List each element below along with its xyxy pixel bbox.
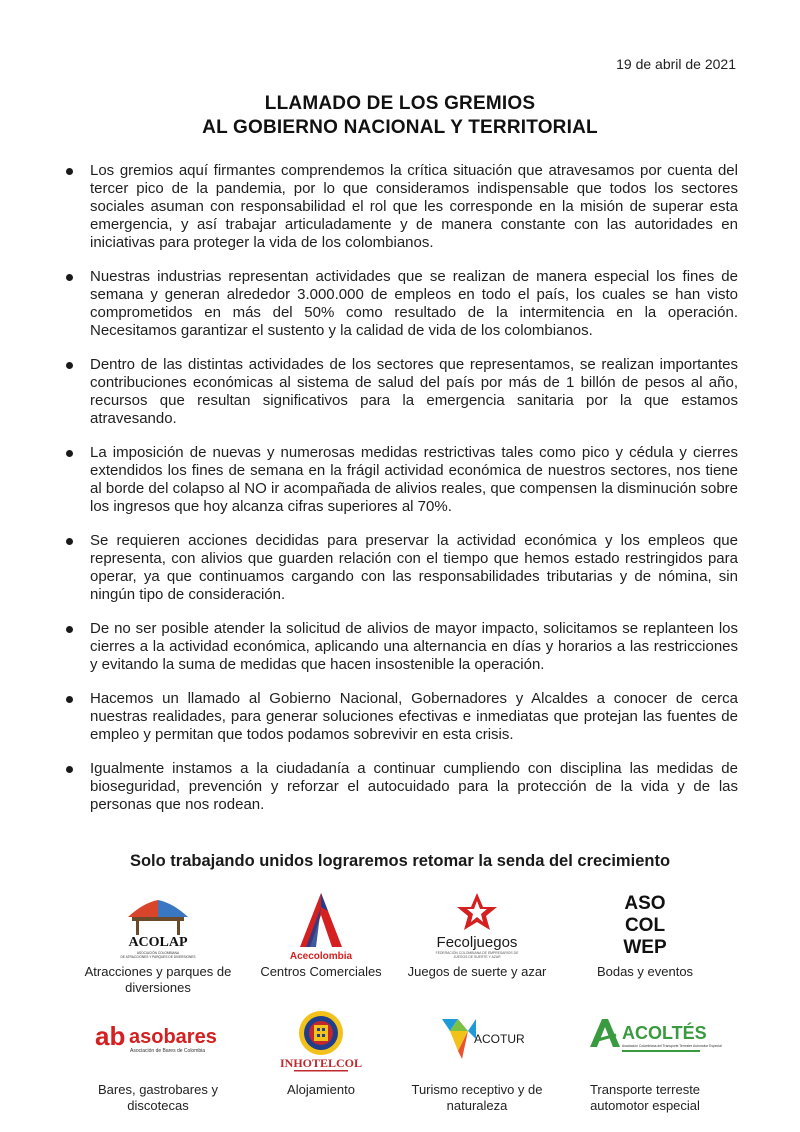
- acoltes-logo: [560, 1004, 730, 1082]
- bullet-dot-icon: [66, 450, 73, 457]
- logo-acoltes-block: [560, 1004, 730, 1114]
- fecoljuegos-logo: [392, 886, 562, 964]
- letter-title: [0, 92, 800, 140]
- svg-text:JUEGOS DE SUERTE Y AZAR: JUEGOS DE SUERTE Y AZAR: [453, 955, 501, 959]
- inhotelcol-logo: [236, 1004, 406, 1082]
- logo-fecoljuegos-block: [392, 886, 562, 980]
- logo-acolap-block: [73, 886, 243, 996]
- logo-caption: Atracciones y parques de diversiones: [84, 964, 232, 995]
- paragraph-text: Igualmente instamos a la ciudadanía a continuar cumpliendo con disciplina las medidas de bioseguridad, prevención y reforzar el autocuidado para la protección de la vida y de las personas que nos rodean.: [90, 760, 738, 813]
- bullet-paragraph: [66, 690, 738, 744]
- bullet-dot-icon: [66, 696, 73, 703]
- logo-caption: Transporte terreste automotor especial: [589, 1082, 701, 1113]
- bullet-dot-icon: [66, 362, 73, 369]
- svg-text:FEDERACIÓN COLOMBIANA DE EMPRE: FEDERACIÓN COLOMBIANA DE EMPRESARIOS DE: [435, 951, 519, 955]
- bullet-paragraph: [66, 760, 738, 814]
- svg-text:asobares: asobares: [129, 1026, 217, 1048]
- bullet-dot-icon: [66, 168, 73, 175]
- bullet-dot-icon: [66, 626, 73, 633]
- paragraph-text: Nuestras industrias representan actividades que se realizan de manera especial los fines de semana y generan alrededor 3.000.000 de empleos en todo el país, los cuales se han visto comprometidos en más del 50% como resultado de la intermitencia en la operación. Necesitamos garantizar el sustento y la calidad de vida de los colombianos.: [90, 268, 738, 339]
- bullet-dot-icon: [66, 538, 73, 545]
- svg-text:ACOLAP: ACOLAP: [128, 935, 188, 950]
- logo-asobares-block: [73, 1004, 243, 1114]
- svg-text:Acecolombia: Acecolombia: [289, 951, 353, 962]
- paragraph-text: Dentro de las distintas actividades de los sectores que representamos, se realizan importantes contribuciones económicas al sistema de salud del país por más de 1 billón de pesos al año, recursos que resultan significativos para la emergencia sanitaria por la que estamos atravesando.: [90, 356, 738, 427]
- logo-caption: Bodas y eventos: [596, 964, 694, 979]
- svg-text:ASO: ASO: [624, 893, 666, 914]
- svg-text:DE ATRACCIONES Y PARQUES DE DI: DE ATRACCIONES Y PARQUES DE DIVERSIONES: [120, 955, 196, 959]
- svg-text:Asociación Colombiana del Tran: Asociación Colombiana del Transporte Terrestre Automotor Especial: [622, 1044, 722, 1048]
- bullet-paragraph: [66, 356, 738, 428]
- slogan: Solo trabajando unidos lograremos retomar la senda del crecimiento: [129, 852, 671, 870]
- bullet-paragraph: [66, 162, 738, 252]
- bullet-paragraph: [66, 268, 738, 340]
- svg-text:ACOLTÉS: ACOLTÉS: [622, 1023, 707, 1043]
- acolap-logo: [73, 886, 243, 964]
- logo-inhotelcol-block: [236, 1004, 406, 1098]
- paragraph-text: La imposición de nuevas y numerosas medidas restrictivas tales como pico y cédula y cierres extendidos los fines de semana en la frágil actividad económica de nuestros sectores, nos tiene al borde del colapso al NO ir acompañada de alivios reales, que compensen la disminución sobre los ingresos que hoy alcanza cifras superiores al 70%.: [90, 444, 738, 515]
- bullet-paragraph: [66, 532, 738, 604]
- paragraph-text: Los gremios aquí firmantes comprendemos la crítica situación que atravesamos por cuenta del tercer pico de la pandemia, por lo que consideramos indispensable que todos los sectores sociales asuman con responsabilidad el rol que les corresponde en la misión de superar esta emergencia, y así trabajar articuladamente y de manera constante con las autoridades en iniciativas para proteger la vida de los colombianos.: [90, 162, 738, 251]
- acotur-logo: [392, 1004, 562, 1082]
- logo-caption: Bares, gastrobares y discotecas: [98, 1082, 218, 1113]
- title-line-2: AL GOBIERNO NACIONAL Y TERRITORIAL: [202, 117, 598, 138]
- logo-acecolombia-block: [236, 886, 406, 980]
- paragraph-text: Se requieren acciones decididas para preservar la actividad económica y los empleos que representa, con alivios que guarden relación con el tiempo que hemos estado restringidos para operar, ya que continuamos cargando con las responsabilidades tributarias y de nómina, sin ningún tipo de consideración.: [90, 532, 738, 603]
- svg-text:ab: ab: [95, 1021, 126, 1051]
- title-line-1: LLAMADO DE LOS GREMIOS: [264, 93, 536, 114]
- asocolwep-logo: [560, 886, 730, 964]
- paragraph-text: Hacemos un llamado al Gobierno Nacional, Gobernadores y Alcaldes a conocer de cerca nuestras realidades, para generar soluciones efectivas e inmediatas que protejan las fuentes de empleo y permitan que todos podamos sobrevivir en esta crisis.: [90, 690, 738, 743]
- logo-asocolwep-block: [560, 886, 730, 980]
- logo-caption: Juegos de suerte y azar: [407, 964, 547, 979]
- bullet-dot-icon: [66, 766, 73, 773]
- svg-text:ASOCIACIÓN COLOMBIANA: ASOCIACIÓN COLOMBIANA: [136, 951, 180, 955]
- svg-text:ACOTUR: ACOTUR: [474, 1032, 525, 1046]
- bullet-paragraph: [66, 620, 738, 674]
- logo-caption: Alojamiento: [287, 1082, 355, 1097]
- logo-caption: Turismo receptivo y de naturaleza: [411, 1082, 543, 1113]
- bullet-list: [66, 162, 738, 814]
- bullet-dot-icon: [66, 274, 73, 281]
- acecolombia-logo: [236, 886, 406, 964]
- paragraph-text: De no ser posible atender la solicitud de alivios de mayor impacto, solicitamos se replanteen los cierres a la actividad económica, aplicando una alternancia en días y horarios a las restricciones y evitando la suma de medidas que hacen insostenible la operación.: [90, 620, 738, 673]
- asobares-logo: [73, 1004, 243, 1082]
- bullet-paragraph: [66, 444, 738, 516]
- svg-text:COL: COL: [624, 915, 666, 936]
- svg-text:Asociación de Bares de Colombi: Asociación de Bares de Colombia: [130, 1048, 206, 1054]
- svg-text:WEP: WEP: [623, 937, 667, 958]
- logo-acotur-block: [392, 1004, 562, 1114]
- svg-text:INHOTELCOL: INHOTELCOL: [279, 1056, 363, 1070]
- logo-caption: Centros Comerciales: [260, 964, 382, 979]
- svg-text:Fecoljuegos: Fecoljuegos: [436, 934, 518, 951]
- letter-date: 19 de abril de 2021: [616, 56, 736, 72]
